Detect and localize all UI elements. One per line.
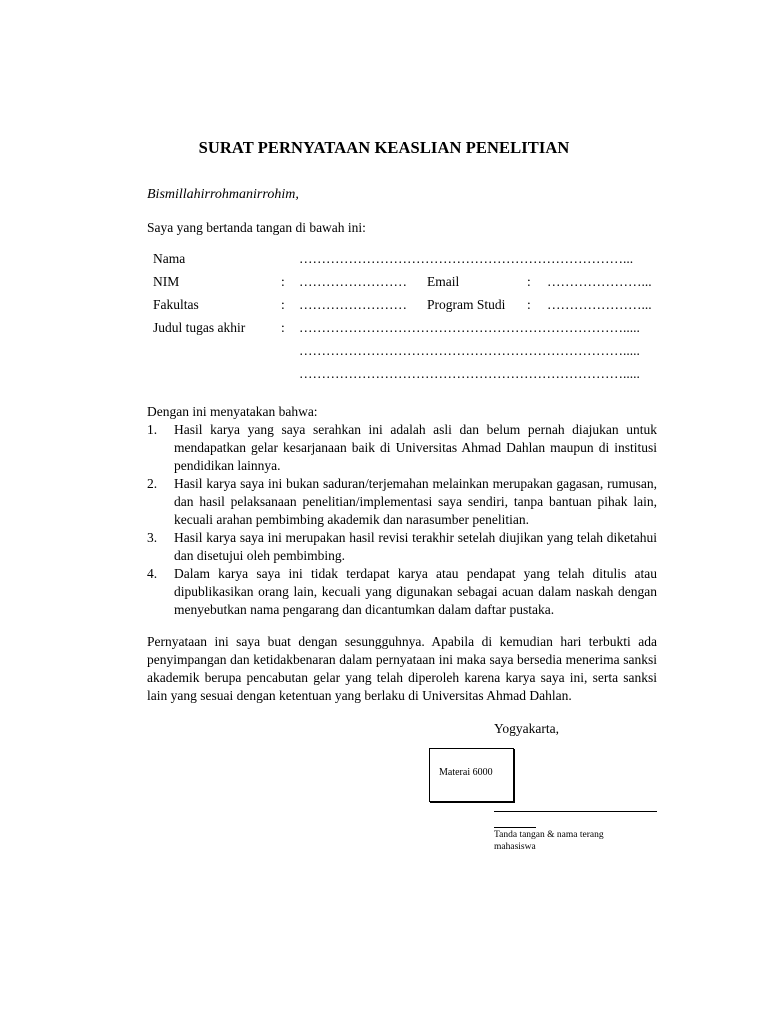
field-program-studi[interactable]: …………………... xyxy=(547,297,652,312)
label-nama: Nama xyxy=(153,251,186,266)
signature-line xyxy=(494,811,657,812)
intro-text: Saya yang bertanda tangan di bawah ini: xyxy=(147,220,366,235)
field-judul-line-1[interactable]: ………………………………………………………………..... xyxy=(299,320,640,335)
form-row-nama xyxy=(153,251,673,271)
colon-email: : xyxy=(527,274,531,289)
closing-paragraph: Pernyataan ini saya buat dengan sesungguhnya. Apabila di kemudian hari terbukti ada penyimpangan dan ketidakbenaran dalam pernyataan ini maka saya bersedia menerima sanksi akademik berupa pencabutan gelar yang telah diperoleh karena karya saya ini, serta sanksi lain yang sesuai dengan ketentuan yang berlaku di Universitas Ahmad Dahlan. xyxy=(147,634,657,703)
form-row-nim-email xyxy=(153,274,673,294)
list-number: 2. xyxy=(147,476,158,491)
list-number: 3. xyxy=(147,530,158,545)
form-row-judul-cont-1 xyxy=(153,343,673,363)
document-title: SURAT PERNYATAAN KEASLIAN PENELITIAN xyxy=(198,138,570,157)
list-text: Hasil karya saya ini bukan saduran/terjemahan melainkan merupakan gagasan, rumusan, dan hasil pelaksanaan penelitian/implementasi saya sendiri, tanpa bantuan pihak lain, kecuali arahan pembimbing akademik dan narasumber penelitian. xyxy=(174,476,657,527)
stamp-label: Materai 6000 xyxy=(439,767,493,778)
colon-judul: : xyxy=(281,320,285,335)
list-number: 4. xyxy=(147,566,158,581)
signature-line-short xyxy=(494,827,536,828)
field-email[interactable]: …………………... xyxy=(547,274,652,289)
declaration-intro: Dengan ini menyatakan bahwa: xyxy=(147,404,318,419)
field-judul-line-2[interactable]: ………………………………………………………………..... xyxy=(299,343,640,358)
field-nim[interactable]: …………………… xyxy=(299,274,407,289)
list-text: Hasil karya yang saya serahkan ini adalah asli dan belum pernah diajukan untuk mendapatkan gelar kesarjanaan baik di Universitas Ahmad Dahlan maupun di institusi pendidikan lainnya. xyxy=(174,422,657,473)
field-judul-line-3[interactable]: ………………………………………………………………..... xyxy=(299,366,640,381)
label-nim: NIM xyxy=(153,274,180,289)
declaration-list xyxy=(147,421,657,619)
field-nama[interactable]: ………………………………………………………………... xyxy=(299,251,634,266)
form-row-fakultas-prodi xyxy=(153,297,673,317)
colon-fakultas: : xyxy=(281,297,285,312)
form-row-judul-cont-2 xyxy=(153,366,673,386)
list-item xyxy=(147,529,657,565)
form-row-judul xyxy=(153,320,673,340)
list-number: 1. xyxy=(147,422,158,437)
colon-program-studi: : xyxy=(527,297,531,312)
label-judul: Judul tugas akhir xyxy=(153,320,246,335)
list-text: Dalam karya saya ini tidak terdapat karya atau pendapat yang telah ditulis atau dipublikasikan orang lain, kecuali yang digunakan sebagai acuan dalam naskah dengan menyebutkan nama pengarang dan dicantumkan dalam daftar pustaka. xyxy=(174,566,657,617)
list-text: Hasil karya saya ini merupakan hasil revisi terakhir setelah diujikan yang telah diketahui dan disetujui oleh pembimbing. xyxy=(174,530,657,563)
list-item xyxy=(147,475,657,529)
label-fakultas: Fakultas xyxy=(153,297,199,312)
signature-caption: Tanda tangan & nama terang mahasiswa xyxy=(494,830,604,852)
label-email: Email xyxy=(427,274,460,289)
field-fakultas[interactable]: …………………… xyxy=(299,297,407,312)
place-date: Yogyakarta, xyxy=(494,721,559,736)
colon-nim: : xyxy=(281,274,285,289)
list-item xyxy=(147,421,657,475)
greeting: Bismillahirrohmanirrohim, xyxy=(147,187,299,202)
label-program-studi: Program Studi xyxy=(427,297,506,312)
list-item xyxy=(147,565,657,619)
stamp-box xyxy=(429,748,514,802)
